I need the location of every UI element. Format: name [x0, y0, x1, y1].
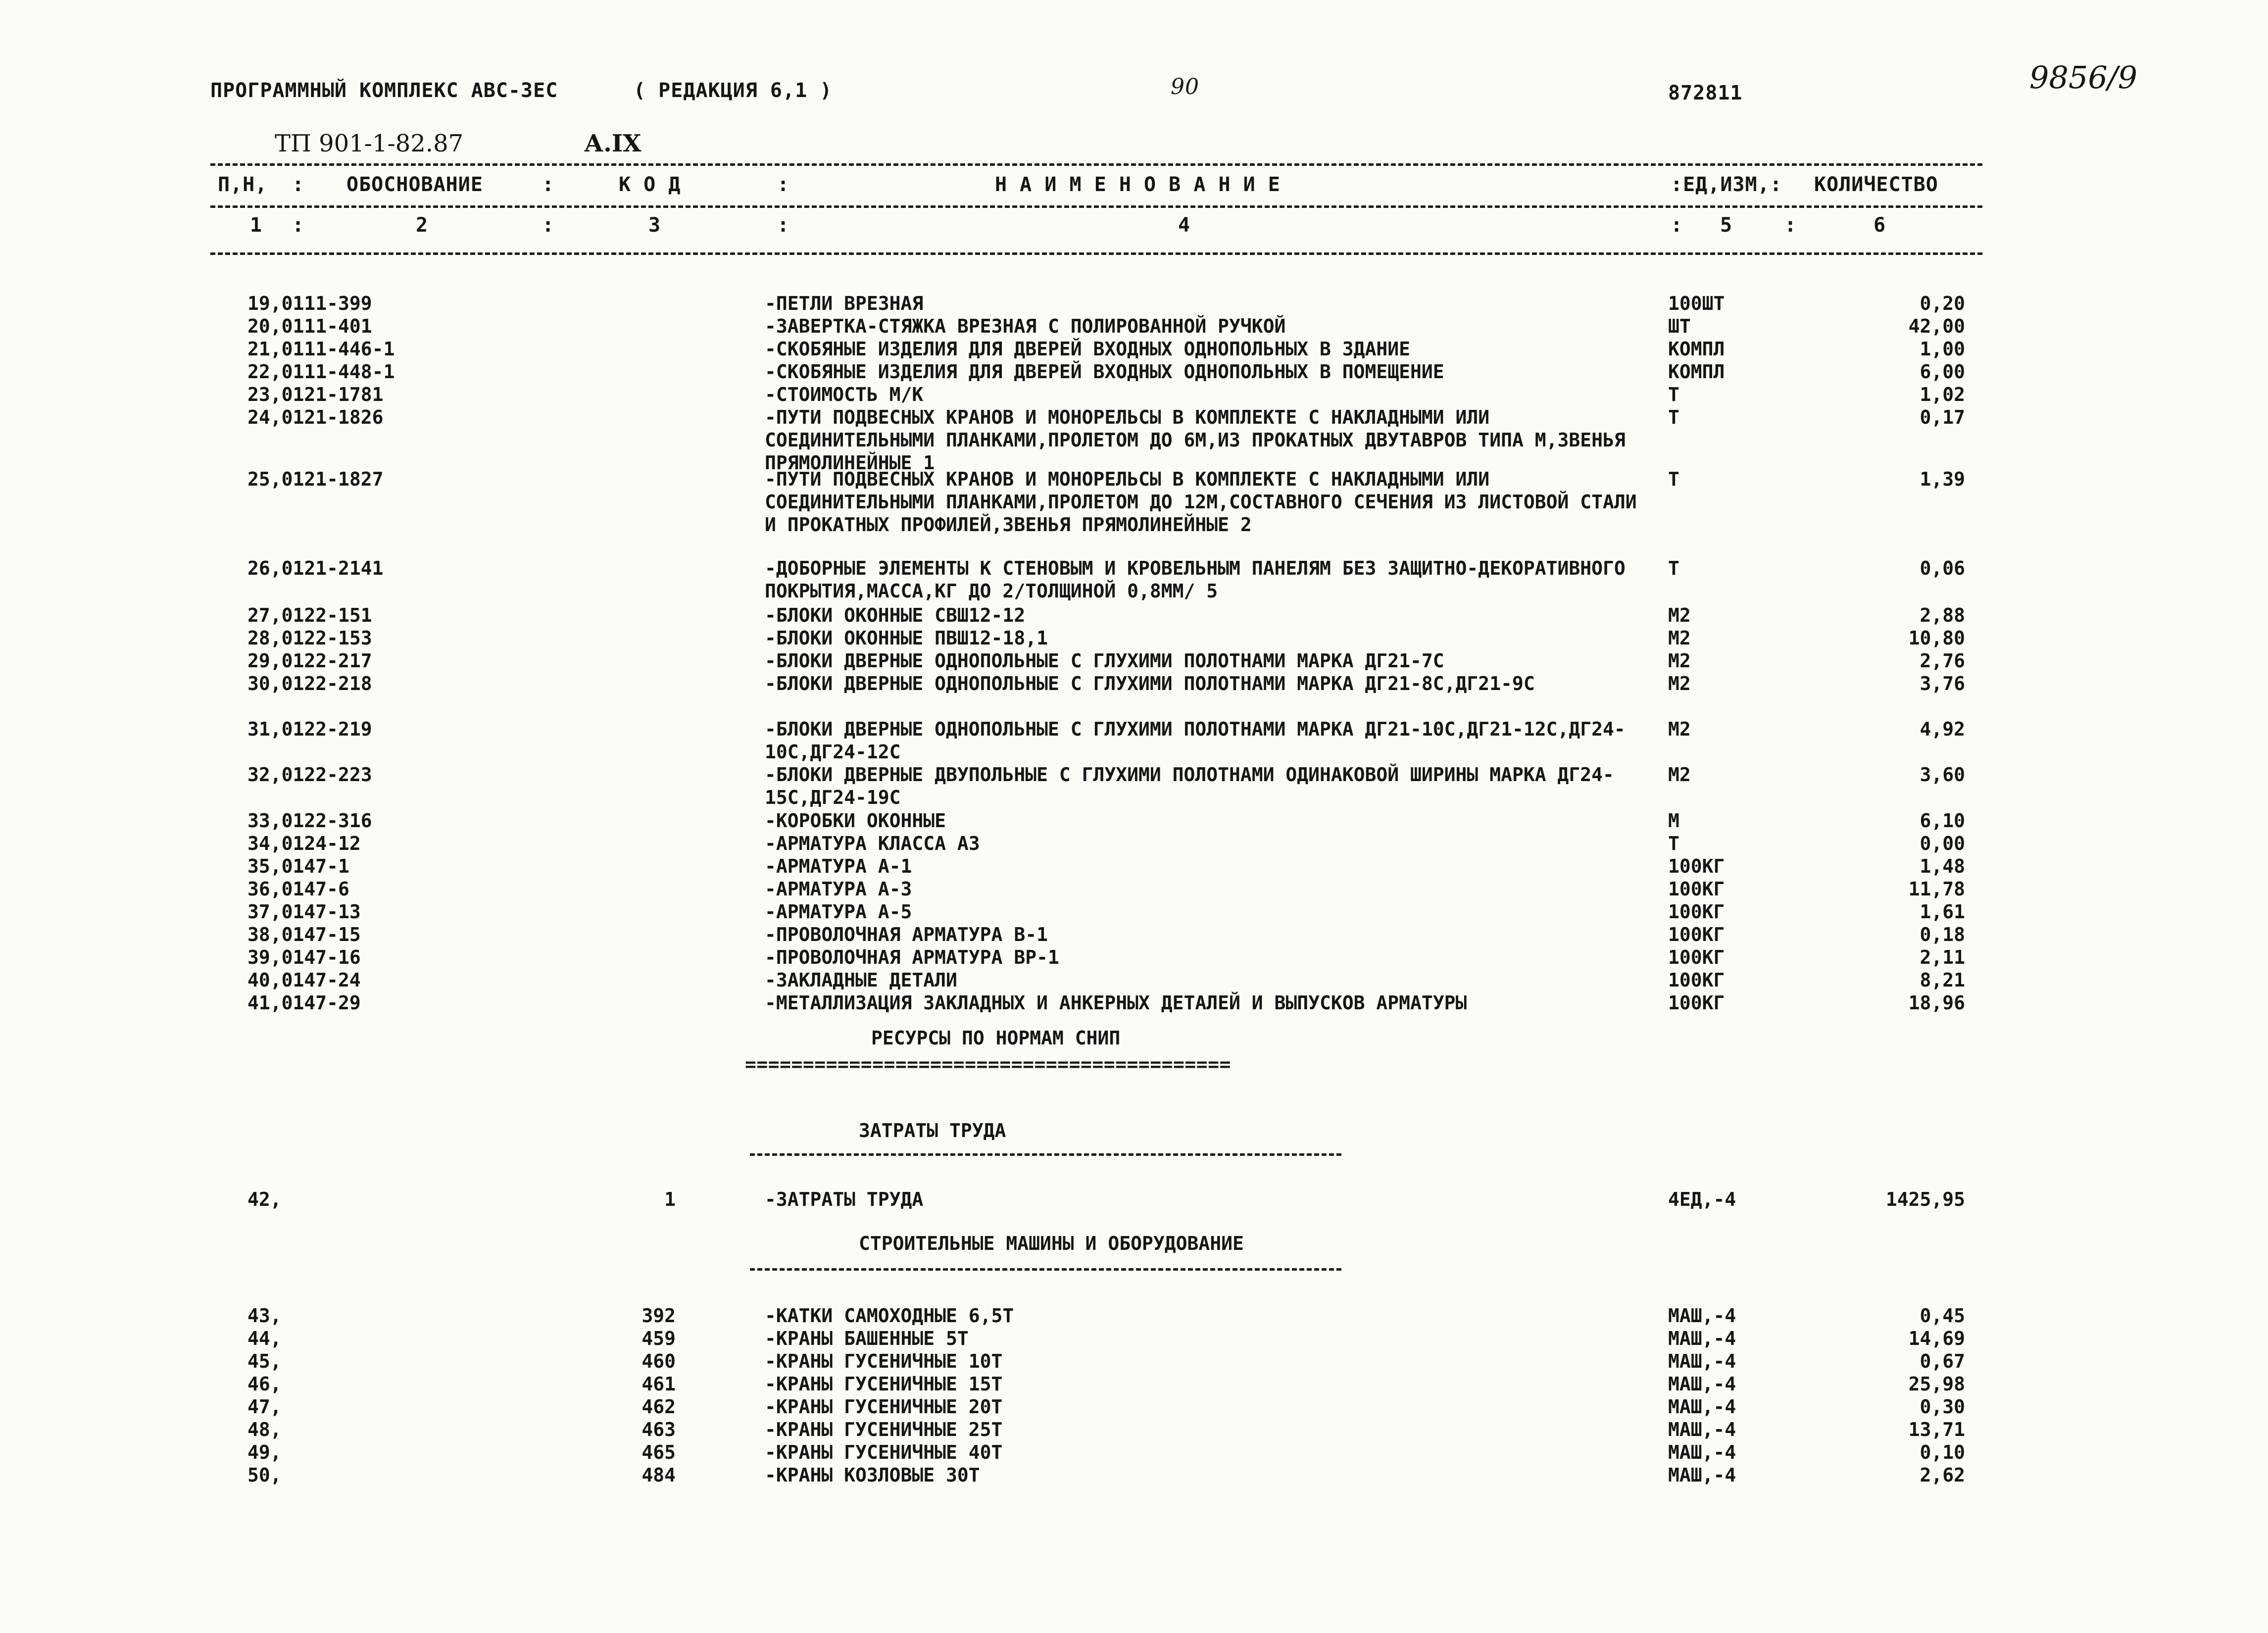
row-unit: М2 [1668, 764, 1691, 786]
row-name: -БЛОКИ ДВЕРНЫЕ ОДНОПОЛЬНЫЕ С ГЛУХИМИ ПОЛОТНАМИ МАРКА ДГ21-8С,ДГ21-9С [765, 673, 1535, 694]
row-unit: М2 [1668, 627, 1691, 649]
row-number: 21,0111-446-1 [247, 338, 395, 360]
album-label: А.IX [584, 130, 641, 157]
row-name: -ПРОВОЛОЧНАЯ АРМАТУРА В-1 [765, 924, 1048, 945]
row-code: 461 [641, 1373, 676, 1395]
row-name: -ПУТИ ПОДВЕСНЫХ КРАНОВ И МОНОРЕЛЬСЫ В КОМПЛЕКТЕ С НАКЛАДНЫМИ ИЛИ СОЕДИНИТЕЛЬНЫМИ ПЛАНКАМИ,ПРОЛЕТОМ ДО 6М,ИЗ ПРОКАТНЫХ ДВУТАВРОВ ТИПА М,ЗВЕНЬЯ ПРЯМОЛИНЕЙНЫЕ 1 [765, 406, 1626, 474]
row-number: 31,0122-219 [247, 718, 372, 740]
row-code: 460 [641, 1350, 676, 1372]
row-unit: МАШ,-4 [1668, 1441, 1736, 1463]
row-unit: 100КГ [1668, 855, 1725, 877]
col-sep: : [777, 173, 790, 196]
row-quantity: 1,39 [1920, 468, 1965, 490]
row-name: -КРАНЫ БАШЕННЫЕ 5Т [765, 1328, 969, 1349]
row-number: 33,0122-316 [247, 810, 372, 832]
col-unit-label: ЕД,ИЗМ, [1683, 173, 1770, 196]
row-quantity: 11,78 [1908, 878, 1965, 900]
row-quantity: 0,00 [1920, 833, 1965, 854]
col-unit: :ЕД,ИЗМ,: [1671, 173, 1782, 196]
row-quantity: 0,18 [1920, 924, 1965, 945]
row-quantity: 0,10 [1920, 1441, 1965, 1463]
row-number: 36,0147-6 [247, 878, 349, 900]
row-unit: ШТ [1668, 315, 1691, 337]
row-unit: 100КГ [1668, 946, 1725, 968]
row-unit: 100КГ [1668, 924, 1725, 945]
row-name: -КРАНЫ ГУСЕНИЧНЫЕ 15Т [765, 1373, 1003, 1395]
row-quantity: 10,80 [1908, 627, 1965, 649]
row-name: -АРМАТУРА А-5 [765, 901, 912, 923]
row-name: -ЗАВЕРТКА-СТЯЖКА ВРЕЗНАЯ С ПОЛИРОВАННОЙ РУЧКОЙ [765, 315, 1286, 337]
row-quantity: 2,11 [1920, 946, 1965, 968]
header-rule-mid [210, 205, 1982, 208]
row-quantity: 1,00 [1920, 338, 1965, 360]
page-number: 90 [1171, 74, 1199, 99]
row-number: 32,0122-223 [247, 764, 372, 786]
row-name: -КРАНЫ КОЗЛОВЫЕ 30Т [765, 1464, 980, 1486]
col-sep: : [542, 173, 555, 196]
col-sep: : [777, 214, 790, 237]
resources-title: РЕСУРСЫ ПО НОРМАМ СНИП [871, 1027, 1121, 1049]
edition-label: ( РЕДАКЦИЯ 6,1 ) [634, 79, 833, 102]
row-quantity: 0,06 [1920, 557, 1965, 579]
row-unit: Т [1668, 833, 1679, 854]
row-name: -БЛОКИ ОКОННЫЕ СВШ12-12 [765, 604, 1026, 626]
row-unit: 100ШТ [1668, 293, 1725, 314]
sheet-mark: 9856/9 [2029, 59, 2138, 96]
row-code: 459 [641, 1328, 676, 1349]
row-number: 47, [247, 1396, 282, 1418]
col-code: К О Д [619, 173, 681, 196]
col-index-2: 2 [416, 214, 429, 237]
row-number: 48, [247, 1419, 282, 1440]
row-quantity: 1,02 [1920, 384, 1965, 405]
program-title: ПРОГРАММНЫЙ КОМПЛЕКС АВС-ЗЕС [210, 79, 558, 102]
row-number: 27,0122-151 [247, 604, 372, 626]
labor-title: ЗАТРАТЫ ТРУДА [859, 1120, 1006, 1141]
row-unit: КОМПЛ [1668, 338, 1725, 360]
col-num: П,Н, [218, 173, 268, 196]
doc-number: 872811 [1668, 82, 1743, 104]
row-unit: МАШ,-4 [1668, 1396, 1736, 1418]
col-sep: : [292, 173, 305, 196]
resources-rule: ========================================== [745, 1053, 1231, 1075]
row-number: 20,0111-401 [247, 315, 372, 337]
row-name: -ЗАКЛАДНЫЕ ДЕТАЛИ [765, 969, 957, 991]
row-quantity: 4,92 [1920, 718, 1965, 740]
project-code: ТП 901-1-82.87 [275, 130, 464, 157]
row-code: 1 [664, 1188, 676, 1210]
row-unit: МАШ,-4 [1668, 1464, 1736, 1486]
row-code: 484 [641, 1464, 676, 1486]
row-number: 19,0111-399 [247, 293, 372, 314]
row-number: 35,0147-1 [247, 855, 349, 877]
row-code: 462 [641, 1396, 676, 1418]
row-name: -БЛОКИ ДВЕРНЫЕ ОДНОПОЛЬНЫЕ С ГЛУХИМИ ПОЛОТНАМИ МАРКА ДГ21-7С [765, 650, 1444, 672]
row-unit: МАШ,-4 [1668, 1328, 1736, 1349]
header-rule-bottom [210, 252, 1982, 255]
row-number: 46, [247, 1373, 282, 1395]
row-unit: МАШ,-4 [1668, 1305, 1736, 1327]
row-unit: М2 [1668, 673, 1691, 694]
row-unit: Т [1668, 468, 1679, 490]
col-name: Н А И М Е Н О В А Н И Е [995, 173, 1281, 196]
row-number: 23,0121-1781 [247, 384, 384, 405]
row-name: -БЛОКИ ДВЕРНЫЕ ОДНОПОЛЬНЫЕ С ГЛУХИМИ ПОЛОТНАМИ МАРКА ДГ21-10С,ДГ21-12С,ДГ24-10С,ДГ24-12С [765, 718, 1626, 763]
col-basis: ОБОСНОВАНИЕ [346, 173, 483, 196]
row-name: -ПЕТЛИ ВРЕЗНАЯ [765, 293, 924, 314]
row-number: 29,0122-217 [247, 650, 372, 672]
row-number: 45, [247, 1350, 282, 1372]
row-unit: 100КГ [1668, 969, 1725, 991]
col-index-4: 4 [1178, 214, 1191, 237]
row-unit: МАШ,-4 [1668, 1419, 1736, 1440]
row-number: 39,0147-16 [247, 946, 361, 968]
col-index-3: 3 [648, 214, 661, 237]
row-name: -МЕТАЛЛИЗАЦИЯ ЗАКЛАДНЫХ И АНКЕРНЫХ ДЕТАЛЕЙ И ВЫПУСКОВ АРМАТУРЫ [765, 992, 1467, 1014]
row-code: 465 [641, 1441, 676, 1463]
row-unit: Т [1668, 557, 1679, 579]
row-quantity: 0,45 [1920, 1305, 1965, 1327]
row-quantity: 42,00 [1908, 315, 1965, 337]
row-name: -БЛОКИ ОКОННЫЕ ПВШ12-18,1 [765, 627, 1048, 649]
col-index-6: 6 [1874, 214, 1886, 237]
row-quantity: 18,96 [1908, 992, 1965, 1014]
row-number: 37,0147-13 [247, 901, 361, 923]
row-number: 50, [247, 1464, 282, 1486]
row-name: -СКОБЯНЫЕ ИЗДЕЛИЯ ДЛЯ ДВЕРЕЙ ВХОДНЫХ ОДНОПОЛЬНЫХ В ЗДАНИЕ [765, 338, 1411, 360]
col-sep: : [292, 214, 305, 237]
row-name: -БЛОКИ ДВЕРНЫЕ ДВУПОЛЬНЫЕ С ГЛУХИМИ ПОЛОТНАМИ ОДИНАКОВОЙ ШИРИНЫ МАРКА ДГ24-15С,ДГ24-19С [765, 764, 1614, 808]
row-number: 34,0124-12 [247, 833, 361, 854]
row-quantity: 6,10 [1920, 810, 1965, 832]
row-code: 392 [641, 1305, 676, 1327]
row-quantity: 6,00 [1920, 361, 1965, 383]
row-name: -ДОБОРНЫЕ ЭЛЕМЕНТЫ К СТЕНОВЫМ И КРОВЕЛЬНЫМ ПАНЕЛЯМ БЕЗ ЗАЩИТНО-ДЕКОРАТИВНОГО ПОКРЫТИЯ,МАССА,КГ ДО 2/ТОЛЩИНОЙ 0,8ММ/ 5 [765, 557, 1626, 602]
col-sep: : [1784, 214, 1797, 237]
row-unit: 100КГ [1668, 878, 1725, 900]
row-unit: М2 [1668, 718, 1691, 740]
row-name: -КРАНЫ ГУСЕНИЧНЫЕ 10Т [765, 1350, 1003, 1372]
row-name: -КРАНЫ ГУСЕНИЧНЫЕ 20Т [765, 1396, 1003, 1418]
row-quantity: 2,76 [1920, 650, 1965, 672]
row-number: 30,0122-218 [247, 673, 372, 694]
row-number: 24,0121-1826 [247, 406, 384, 428]
row-unit: Т [1668, 384, 1679, 405]
row-quantity: 1,61 [1920, 901, 1965, 923]
row-number: 44, [247, 1328, 282, 1349]
row-unit: МАШ,-4 [1668, 1373, 1736, 1395]
row-quantity: 2,62 [1920, 1464, 1965, 1486]
row-quantity: 3,76 [1920, 673, 1965, 694]
row-unit: 4ЕД,-4 [1668, 1188, 1736, 1210]
row-name: -СТОИМОСТЬ М/К [765, 384, 924, 405]
row-quantity: 8,21 [1920, 969, 1965, 991]
row-name: -ЗАТРАТЫ ТРУДА [765, 1188, 924, 1210]
row-unit: КОМПЛ [1668, 361, 1725, 383]
row-number: 26,0121-2141 [247, 557, 384, 579]
row-number: 42, [247, 1188, 282, 1210]
row-number: 38,0147-15 [247, 924, 361, 945]
row-quantity: 25,98 [1908, 1373, 1965, 1395]
col-index-1: 1 [250, 214, 263, 237]
row-quantity: 3,60 [1920, 764, 1965, 786]
row-number: 43, [247, 1305, 282, 1327]
row-quantity: 0,20 [1920, 293, 1965, 314]
row-name: -АРМАТУРА А-3 [765, 878, 912, 900]
row-quantity: 1,48 [1920, 855, 1965, 877]
row-quantity: 0,30 [1920, 1396, 1965, 1418]
col-qty: КОЛИЧЕСТВО [1814, 173, 1938, 196]
row-name: -КОРОБКИ ОКОННЫЕ [765, 810, 946, 832]
row-number: 22,0111-448-1 [247, 361, 395, 383]
row-name: -ПУТИ ПОДВЕСНЫХ КРАНОВ И МОНОРЕЛЬСЫ В КОМПЛЕКТЕ С НАКЛАДНЫМИ ИЛИ СОЕДИНИТЕЛЬНЫМИ ПЛАНКАМИ,ПРОЛЕТОМ ДО 12М,СОСТАВНОГО СЕЧЕНИЯ ИЗ ЛИСТОВОЙ СТАЛИ И ПРОКАТНЫХ ПРОФИЛЕЙ,ЗВЕНЬЯ ПРЯМОЛИНЕЙНЫЕ 2 [765, 468, 1637, 536]
row-quantity: 0,67 [1920, 1350, 1965, 1372]
row-quantity: 14,69 [1908, 1328, 1965, 1349]
row-name: -КРАНЫ ГУСЕНИЧНЫЕ 40Т [765, 1441, 1003, 1463]
row-unit: Т [1668, 406, 1679, 428]
col-index-5: 5 [1720, 214, 1733, 237]
row-unit: М2 [1668, 650, 1691, 672]
row-number: 40,0147-24 [247, 969, 361, 991]
col-sep: : [1671, 214, 1683, 237]
row-unit: 100КГ [1668, 901, 1725, 923]
row-quantity: 13,71 [1908, 1419, 1965, 1440]
col-sep: : [542, 214, 555, 237]
row-number: 41,0147-29 [247, 992, 361, 1014]
labor-rule [750, 1153, 1341, 1156]
row-unit: М2 [1668, 604, 1691, 626]
row-quantity: 0,17 [1920, 406, 1965, 428]
row-name: -КАТКИ САМОХОДНЫЕ 6,5Т [765, 1305, 1014, 1327]
row-name: -АРМАТУРА КЛАССА А3 [765, 833, 980, 854]
row-name: -КРАНЫ ГУСЕНИЧНЫЕ 25Т [765, 1419, 1003, 1440]
row-unit: МАШ,-4 [1668, 1350, 1736, 1372]
row-number: 25,0121-1827 [247, 468, 384, 490]
row-number: 28,0122-153 [247, 627, 372, 649]
machines-rule [750, 1268, 1341, 1271]
row-name: -СКОБЯНЫЕ ИЗДЕЛИЯ ДЛЯ ДВЕРЕЙ ВХОДНЫХ ОДНОПОЛЬНЫХ В ПОМЕЩЕНИЕ [765, 361, 1444, 383]
row-quantity: 1425,95 [1885, 1188, 1965, 1210]
row-name: -АРМАТУРА А-1 [765, 855, 912, 877]
row-unit: М [1668, 810, 1679, 832]
row-number: 49, [247, 1441, 282, 1463]
machines-title: СТРОИТЕЛЬНЫЕ МАШИНЫ И ОБОРУДОВАНИЕ [859, 1233, 1244, 1254]
row-quantity: 2,88 [1920, 604, 1965, 626]
row-name: -ПРОВОЛОЧНАЯ АРМАТУРА ВР-1 [765, 946, 1059, 968]
row-unit: 100КГ [1668, 992, 1725, 1014]
row-code: 463 [641, 1419, 676, 1440]
header-rule-top [210, 163, 1982, 166]
